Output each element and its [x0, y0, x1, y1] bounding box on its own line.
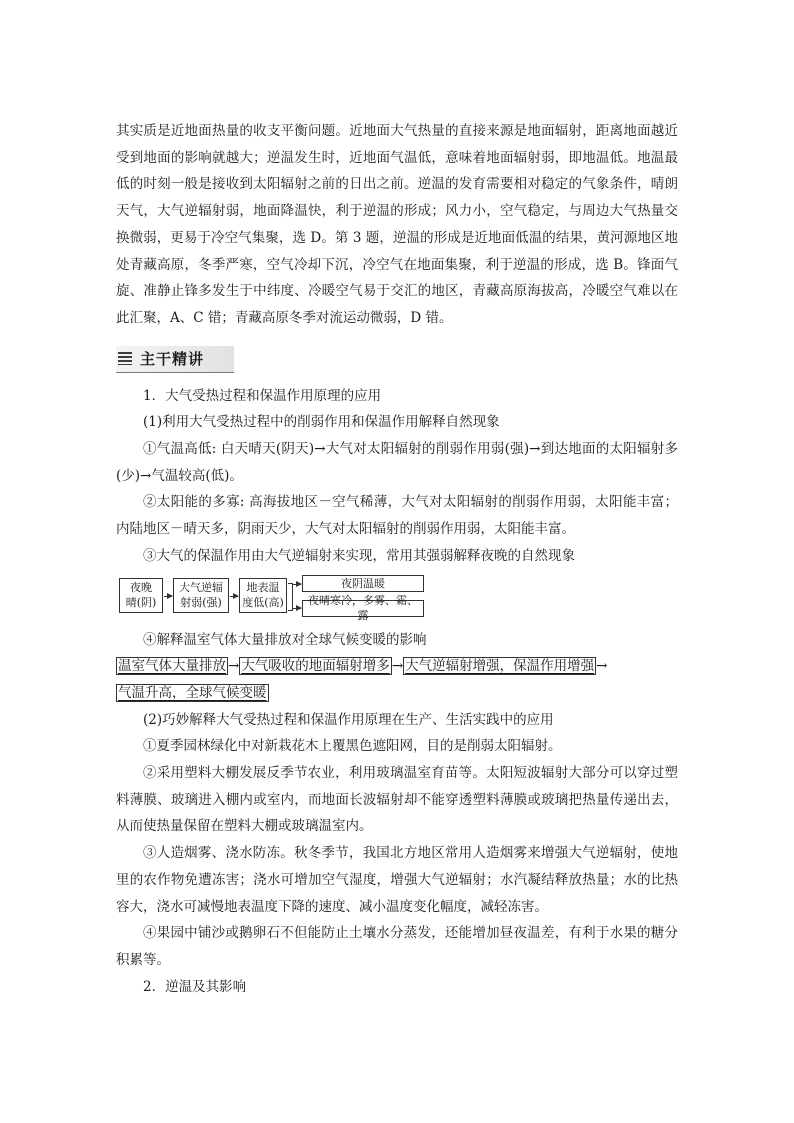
heading-1: 1．大气受热过程和保温作用原理的应用 — [143, 387, 382, 404]
chain-arrow-3: → — [596, 658, 608, 675]
chain-arrow-2: → — [391, 658, 404, 675]
flow-box-night-line2: 晴(阴) — [125, 596, 157, 610]
section-list-icon — [118, 352, 132, 365]
flow-box-counter-radiation-line1: 大气逆辐 — [179, 581, 223, 595]
chain-step-warming: 气温升高，全球气候变暖 — [118, 684, 267, 701]
item-temperature: ①气温高低: 白天晴天(阴天)→大气对太阳辐射的削弱作用弱(强)→到达地面的太阳辐射多(少)→气温较高(低)。 — [116, 441, 678, 484]
flow-diagram — [116, 575, 678, 623]
flow-out-clear-night-text: 夜晴寒冷，多雾、霜、露 — [308, 594, 418, 623]
flow-branch-bracket — [288, 583, 293, 611]
flow-arrow-top — [293, 584, 301, 585]
flow-out-clear-night — [302, 594, 424, 623]
subheading-1: (1)利用大气受热过程中的削弱作用和保温作用解释自然现象 — [143, 414, 500, 431]
greenhouse-chain — [116, 653, 678, 706]
page-content — [116, 118, 678, 1000]
flow-out-cloudy-night-text: 夜阴温暖 — [341, 576, 385, 590]
flow-box-surface-temp-line1: 地表温 — [246, 581, 280, 595]
item-insulation: ③大气的保温作用由大气逆辐射来实现，常用其强弱解释夜晚的自然现象 — [143, 547, 575, 564]
flow-box-counter-radiation — [173, 578, 229, 613]
item-greenhouse: ④解释温室气体大量排放对全球气候变暖的影响 — [143, 631, 427, 648]
section-header — [116, 346, 234, 373]
intro-paragraph: 其实质是近地面热量的收支平衡问题。近地面大气热量的直接来源是地面辐射，距离地面越近受到地面的影响就越大；逆温发生时，近地面气温低，意味着地面辐射弱，即地温低。地温最低的时刻一般是接收到太阳辐射之前的日出之前。逆温的发育需要相对稳定的气象条件，晴朗天气，大气逆辐射弱，地面降温快，利于逆温的形成；风力小，空气稳定，与周边大气热量交换微弱，更易于冷空气集聚，选 D。第 3 题，逆温的形成是近地面低温的结果，黄河源地区地处青藏高原，冬季严寒，空气冷却下沉，冷空气在地面集聚，利于逆温的形成，选 B。锋面气旋、准静止锋多发生于中纬度、冷暖空气易于交汇的地区，青藏高原海拔高，冷暖空气难以在此汇聚，A、C 错；青藏高原冬季对流运动微弱，D 错。 — [116, 123, 678, 326]
section-title: 主干精讲 — [140, 349, 205, 368]
item-solar-energy: ②太阳能的多寡: 高海拔地区－空气稀薄，大气对太阳辐射的削弱作用弱，太阳能丰富；内陆地区－晴天多，阴雨天少，大气对太阳辐射的削弱作用弱，太阳能丰富。 — [116, 494, 678, 538]
subheading-2: (2)巧妙解释大气受热过程和保温作用原理在生产、生活实践中的应用 — [143, 711, 554, 728]
flow-box-night-line1: 夜晚 — [130, 581, 152, 595]
item-frost-prevention: ③人造烟雾、浇水防冻。秋冬季节，我国北方地区常用人造烟雾来增强大气逆辐射，使地里的农作物免遭冻害；浇水可增加空气湿度，增强大气逆辐射；水汽凝结释放热量；水的比热容大，浇水可减慢地表温度下降的速度、减小温度变化幅度，减轻冻害。 — [116, 845, 678, 915]
chain-step-emission: 温室气体大量排放 — [118, 658, 226, 675]
item-orchard-gravel: ④果园中铺沙或鹅卵石不但能防止土壤水分蒸发，还能增加昼夜温差，有利于水果的糖分积累等。 — [116, 925, 678, 968]
flow-box-counter-radiation-line2: 射弱(强) — [180, 596, 222, 610]
flow-box-surface-temp — [239, 578, 287, 613]
chain-step-counter-radiation: 大气逆辐射增强，保温作用增强 — [405, 658, 595, 675]
flow-out-cloudy-night — [302, 575, 424, 592]
flow-box-surface-temp-line2: 度低(高) — [242, 596, 284, 610]
chain-step-absorption: 大气吸收的地面辐射增多 — [241, 658, 390, 675]
flow-box-night — [119, 578, 163, 613]
flow-arrow-bottom — [293, 608, 301, 609]
chain-arrow-1: → — [228, 658, 240, 675]
item-plastic-greenhouse: ②采用塑料大棚发展反季节农业，利用玻璃温室育苗等。太阳短波辐射大部分可以穿过塑料薄膜、玻璃进入棚内或室内，而地面长波辐射却不能穿透塑料薄膜或玻璃把热量传递出去，从而使热量保留在塑料大棚或玻璃温室内。 — [116, 765, 678, 835]
item-shade-net: ①夏季园林绿化中对新栽花木上覆黑色遮阳网，目的是削弱太阳辐射。 — [143, 738, 562, 755]
flow-arrow-1 — [164, 596, 172, 597]
flow-arrow-2 — [230, 596, 238, 597]
heading-2: 2．逆温及其影响 — [143, 978, 247, 995]
